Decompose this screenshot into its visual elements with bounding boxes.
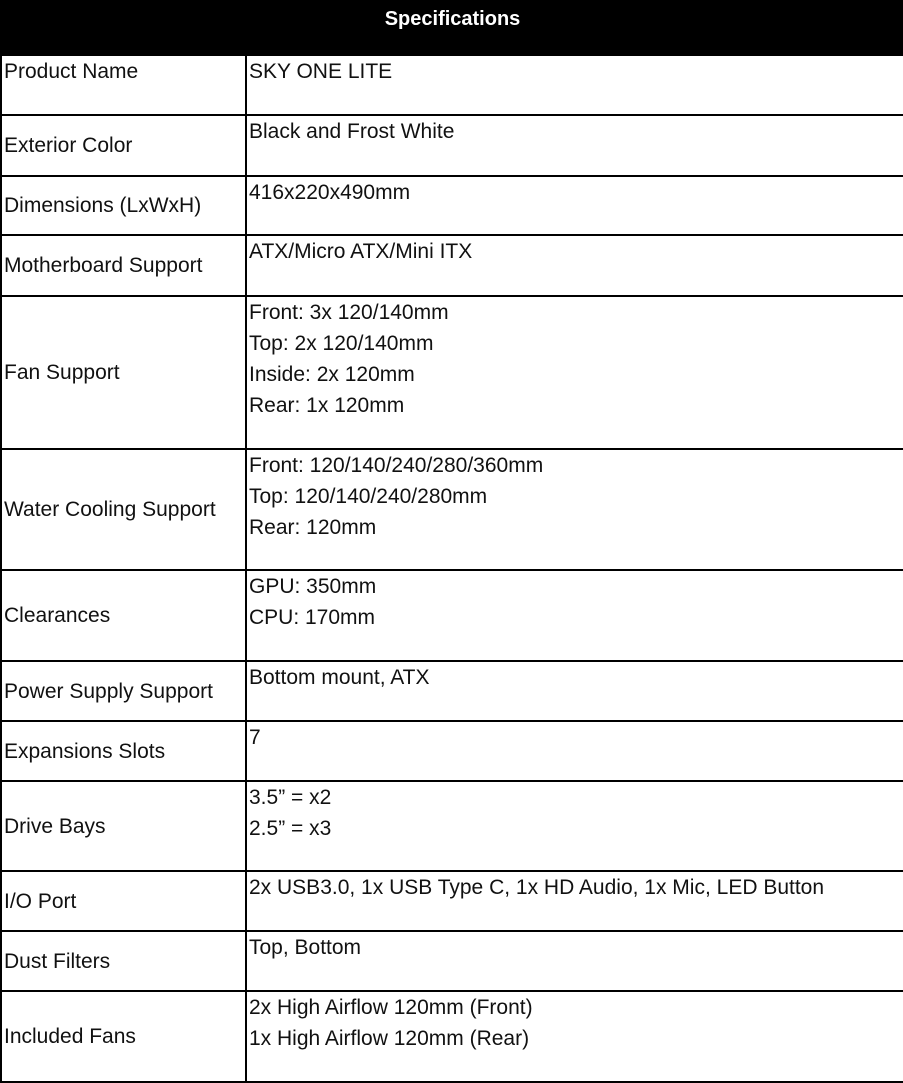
table-row [1,931,903,991]
spec-value-line: 2x USB3.0, 1x USB Type C, 1x HD Audio, 1x Mic, LED Button [249,876,825,900]
spec-value [246,871,903,930]
table-row [1,296,903,449]
spec-label: Dimensions (LxWxH) [1,176,246,235]
spec-label: Power Supply Support [1,661,246,721]
spec-value-line: Bottom mount, ATX [249,666,430,690]
spec-value-line: 416x220x490mm [249,180,411,204]
spec-value [246,235,903,295]
spec-value-line: CPU: 170mm [249,606,376,630]
table-row [1,721,903,780]
spec-label: Water Cooling Support [1,449,246,571]
spec-label: Fan Support [1,296,246,449]
spec-value-line: SKY ONE LITE [249,60,393,83]
spec-label: Dust Filters [1,931,246,991]
spec-value-line: Top: 120/140/240/280mm [249,484,488,508]
spec-label: Product Name [1,55,246,115]
table-row [1,449,903,571]
spec-value-line: Front: 3x 120/140mm [249,300,449,324]
spec-value [246,296,903,449]
spec-value [246,449,903,571]
spec-value [246,176,903,235]
spec-value [246,721,903,780]
spec-value-line: ATX/Micro ATX/Mini ITX [249,240,473,264]
spec-value-line: 2x High Airflow 120mm (Front) [249,996,533,1020]
spec-value-line: 7 [249,726,261,750]
table-row [1,570,903,661]
table-row [1,176,903,235]
spec-label: Clearances [1,570,246,661]
table-row [1,991,903,1082]
spec-value [246,115,903,175]
table-row [1,55,903,115]
table-row [1,235,903,295]
spec-value [246,781,903,872]
table-row [1,781,903,872]
table-body [1,55,903,1082]
spec-value-line: Black and Frost White [249,120,455,144]
spec-label: Motherboard Support [1,235,246,295]
spec-value-line: Rear: 120mm [249,515,377,539]
spec-value-line: Inside: 2x 120mm [249,362,415,386]
spec-value-line: Front: 120/140/240/280/360mm [249,453,544,477]
table-row [1,661,903,721]
spec-label: I/O Port [1,871,246,930]
spec-value-line: 1x High Airflow 120mm (Rear) [249,1027,530,1051]
table-header-row [1,1,903,55]
spec-label: Drive Bays [1,781,246,872]
spec-value-line: Top: 2x 120/140mm [249,331,434,355]
spec-label: Included Fans [1,991,246,1082]
table-header: Specifications [1,1,903,55]
spec-value [246,661,903,721]
table-row [1,115,903,175]
spec-value-line: 3.5” = x2 [249,785,332,809]
table-row [1,871,903,930]
spec-value-line: Rear: 1x 120mm [249,393,405,417]
spec-value [246,931,903,991]
spec-value [246,570,903,661]
spec-value [246,991,903,1082]
spec-value-line: GPU: 350mm [249,575,377,599]
spec-value [246,55,903,115]
spec-label: Expansions Slots [1,721,246,780]
spec-value-line: Top, Bottom [249,935,362,959]
spec-value-line: 2.5” = x3 [249,816,332,840]
spec-label: Exterior Color [1,115,246,175]
